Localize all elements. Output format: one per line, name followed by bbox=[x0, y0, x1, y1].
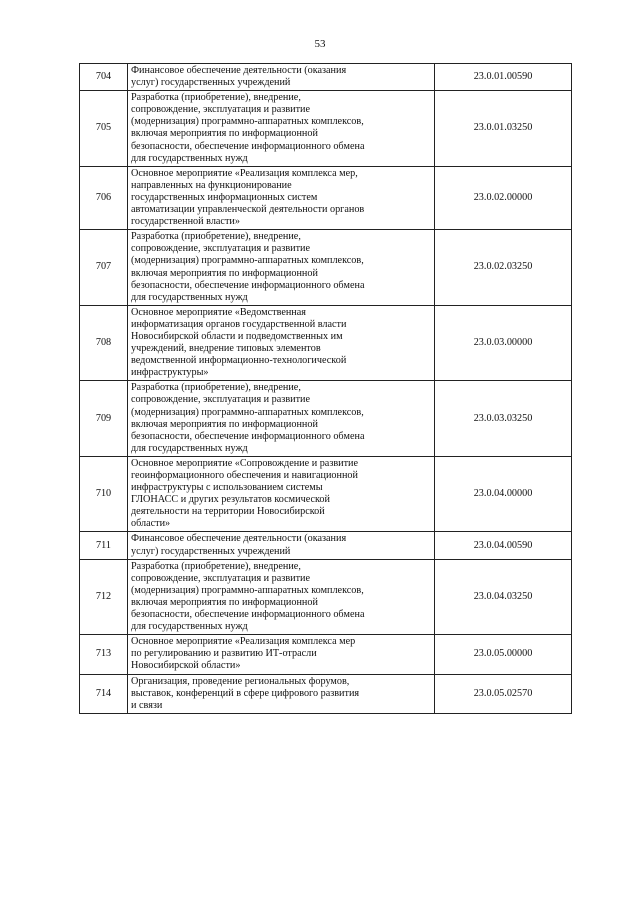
row-description bbox=[128, 230, 435, 306]
row-code: 23.0.04.03250 bbox=[435, 559, 572, 635]
row-code: 23.0.04.00590 bbox=[435, 532, 572, 559]
row-code: 23.0.02.00000 bbox=[435, 166, 572, 229]
row-description bbox=[128, 64, 435, 91]
page-number: 53 bbox=[314, 38, 326, 50]
row-description bbox=[128, 166, 435, 229]
description-line: и связи bbox=[131, 699, 163, 711]
description-line: области» bbox=[131, 518, 171, 530]
row-description bbox=[128, 635, 435, 674]
table-body bbox=[80, 64, 572, 714]
row-code: 23.0.01.03250 bbox=[435, 91, 572, 167]
description-line: деятельности на территории Новосибирской bbox=[131, 506, 325, 518]
row-description bbox=[128, 91, 435, 167]
table-row bbox=[80, 635, 572, 674]
description-line: Разработка (приобретение), внедрение, bbox=[131, 382, 301, 394]
description-line: безопасности, обеспечение информационного обмена bbox=[131, 609, 365, 621]
row-code: 23.0.05.02570 bbox=[435, 674, 572, 713]
row-number: 708 bbox=[80, 305, 128, 381]
description-line: ГЛОНАСС и других результатов космической bbox=[131, 494, 330, 506]
row-number: 706 bbox=[80, 166, 128, 229]
description-line: Основное мероприятие «Реализация комплекса мер bbox=[131, 636, 356, 648]
description-line: информатизация органов государственной власти bbox=[131, 318, 347, 330]
description-line: включая мероприятия по информационной bbox=[131, 128, 318, 140]
description-line: Разработка (приобретение), внедрение, bbox=[131, 560, 301, 572]
row-code: 23.0.03.03250 bbox=[435, 381, 572, 457]
row-number: 711 bbox=[80, 532, 128, 559]
description-line: учреждений, внедрение типовых элементов bbox=[131, 343, 321, 355]
description-line: для государственных нужд bbox=[131, 152, 248, 164]
description-line: безопасности, обеспечение информационного обмена bbox=[131, 140, 365, 152]
description-line: включая мероприятия по информационной bbox=[131, 418, 318, 430]
description-line: сопровождение, эксплуатация и развитие bbox=[131, 572, 311, 584]
table-row bbox=[80, 559, 572, 635]
description-line: геоинформационного обеспечения и навигационной bbox=[131, 470, 358, 481]
row-description bbox=[128, 456, 435, 532]
description-line: государственной власти» bbox=[131, 216, 240, 228]
row-number: 712 bbox=[80, 559, 128, 635]
table-row bbox=[80, 456, 572, 532]
description-line: Новосибирской области» bbox=[131, 660, 241, 672]
row-number: 714 bbox=[80, 674, 128, 713]
table-row bbox=[80, 532, 572, 559]
description-line: услуг) государственных учреждений bbox=[131, 545, 291, 557]
description-line: Организация, проведение региональных форумов, bbox=[131, 675, 350, 687]
description-line: Новосибирской области и подведомственных им bbox=[131, 330, 343, 342]
description-line: услуг) государственных учреждений bbox=[131, 77, 291, 89]
row-description bbox=[128, 532, 435, 559]
row-number: 705 bbox=[80, 91, 128, 167]
row-number: 713 bbox=[80, 635, 128, 674]
row-code: 23.0.05.00000 bbox=[435, 635, 572, 674]
description-line: выставок, конференций в сфере цифрового развития bbox=[131, 687, 360, 699]
table-row bbox=[80, 166, 572, 229]
description-line: для государственных нужд bbox=[131, 291, 248, 303]
row-number: 707 bbox=[80, 230, 128, 306]
description-line: Основное мероприятие «Сопровождение и развитие bbox=[131, 457, 359, 469]
row-description bbox=[128, 381, 435, 457]
table-row bbox=[80, 381, 572, 457]
row-code: 23.0.02.03250 bbox=[435, 230, 572, 306]
description-line: Финансовое обеспечение деятельности (оказания bbox=[131, 65, 347, 76]
description-line: включая мероприятия по информационной bbox=[131, 596, 318, 608]
description-line: ведомственной информационно-технологической bbox=[131, 355, 347, 367]
description-line: сопровождение, эксплуатация и развитие bbox=[131, 394, 311, 406]
description-line: сопровождение, эксплуатация и развитие bbox=[131, 243, 311, 255]
description-line: для государственных нужд bbox=[131, 621, 248, 633]
description-line: направленных на функционирование bbox=[131, 179, 292, 191]
budget-codes-table bbox=[79, 63, 572, 714]
description-line: по регулированию и развитию ИТ-отрасли bbox=[131, 648, 317, 660]
description-line: (модернизация) программно-аппаратных комплексов, bbox=[131, 116, 364, 128]
description-line: автоматизации управленческой деятельности органов bbox=[131, 204, 365, 216]
description-line: инфраструктуры с использованием системы bbox=[131, 482, 323, 494]
row-number: 710 bbox=[80, 456, 128, 532]
table-row bbox=[80, 64, 572, 91]
description-line: Разработка (приобретение), внедрение, bbox=[131, 92, 301, 104]
row-code: 23.0.03.00000 bbox=[435, 305, 572, 381]
description-line: (модернизация) программно-аппаратных комплексов, bbox=[131, 584, 364, 596]
description-line: сопровождение, эксплуатация и развитие bbox=[131, 104, 311, 116]
description-line: государственных информационных систем bbox=[131, 191, 318, 203]
description-line: безопасности, обеспечение информационного обмена bbox=[131, 279, 365, 291]
row-code: 23.0.04.00000 bbox=[435, 456, 572, 532]
row-number: 709 bbox=[80, 381, 128, 457]
table-row bbox=[80, 305, 572, 381]
description-line: (модернизация) программно-аппаратных комплексов, bbox=[131, 255, 364, 267]
description-line: Основное мероприятие «Ведомственная bbox=[131, 306, 306, 318]
description-line: для государственных нужд bbox=[131, 442, 248, 454]
table-row bbox=[80, 91, 572, 167]
description-line: Разработка (приобретение), внедрение, bbox=[131, 231, 301, 243]
description-line: инфраструктуры» bbox=[131, 367, 209, 379]
row-description bbox=[128, 674, 435, 713]
row-description bbox=[128, 305, 435, 381]
table-row bbox=[80, 230, 572, 306]
description-line: (модернизация) программно-аппаратных комплексов, bbox=[131, 406, 364, 418]
row-number: 704 bbox=[80, 64, 128, 91]
description-line: включая мероприятия по информационной bbox=[131, 267, 318, 279]
description-line: Финансовое обеспечение деятельности (оказания bbox=[131, 533, 347, 545]
row-code: 23.0.01.00590 bbox=[435, 64, 572, 91]
description-line: Основное мероприятие «Реализация комплекса мер, bbox=[131, 167, 358, 179]
table-row bbox=[80, 674, 572, 713]
row-description bbox=[128, 559, 435, 635]
description-line: безопасности, обеспечение информационного обмена bbox=[131, 430, 365, 442]
